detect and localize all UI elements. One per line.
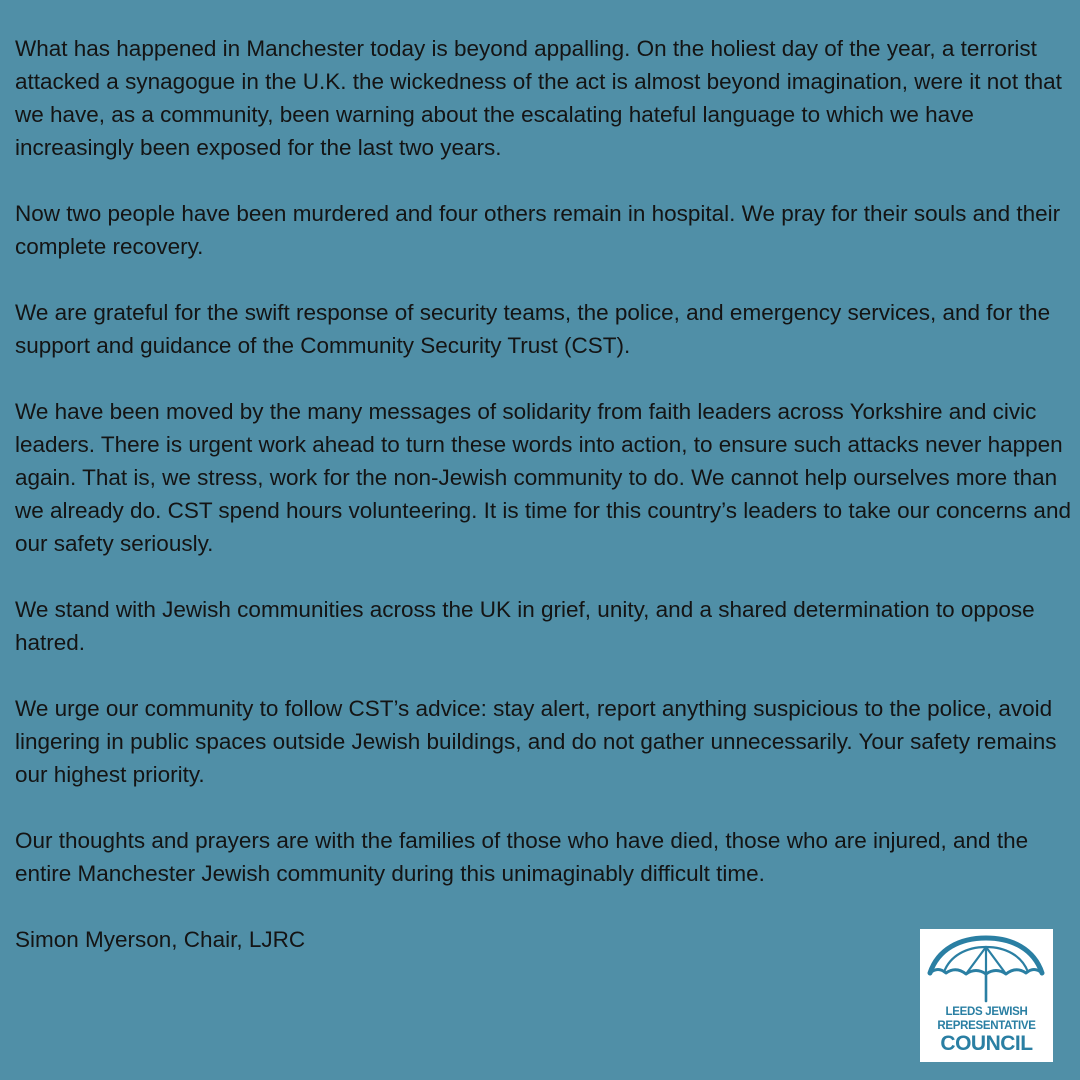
paragraph-6: We urge our community to follow CST’s advice: stay alert, report anything suspicious to the police, avoid lingering in public spaces outside Jewish buildings, and do not gather unnecessarily. Your safety remains our highest priority.	[15, 696, 1057, 787]
logo-line-council: COUNCIL	[940, 1032, 1033, 1055]
paragraph-1: What has happened in Manchester today is beyond appalling. On the holiest day of the year, a terrorist attacked a synagogue in the U.K. the wickedness of the act is almost beyond imagination, were it not that we have, as a community, been warning about the escalating hateful language to which we have increasingly been exposed for the last two years.	[15, 36, 1062, 160]
paragraph-2: Now two people have been murdered and four others remain in hospital. We pray for their souls and their complete recovery.	[15, 201, 1061, 259]
logo-line-representative: REPRESENTATIVE	[937, 1020, 1036, 1032]
statement-body	[15, 32, 1077, 956]
paragraph-5: We stand with Jewish communities across the UK in grief, unity, and a shared determination to oppose hatred.	[15, 597, 1035, 655]
ljrc-logo	[920, 929, 1053, 1062]
signature: Simon Myerson, Chair, LJRC	[15, 927, 306, 952]
paragraph-3: We are grateful for the swift response of security teams, the police, and emergency services, and for the support and guidance of the Community Security Trust (CST).	[15, 300, 1051, 358]
paragraph-4: We have been moved by the many messages of solidarity from faith leaders across Yorkshire and civic leaders. There is urgent work ahead to turn these words into action, to ensure such attacks never happen again. That is, we stress, work for the non-Jewish community to do. We cannot help ourselves more than we already do. CST spend hours volunteering. It is time for this country’s leaders to take our concerns and our safety seriously.	[15, 399, 1071, 556]
paragraph-7: Our thoughts and prayers are with the families of those who have died, those who are injured, and the entire Manchester Jewish community during this unimaginably difficult time.	[15, 828, 1029, 886]
umbrella-icon	[920, 929, 1053, 1009]
logo-line-leeds-jewish: LEEDS JEWISH	[945, 1006, 1028, 1018]
